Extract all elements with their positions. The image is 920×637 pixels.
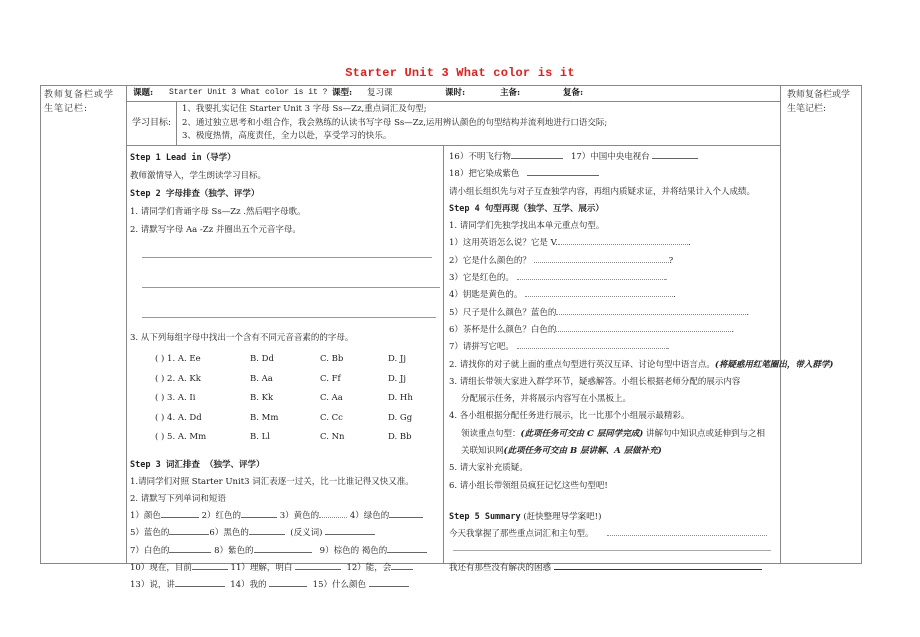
objectives-list xyxy=(182,103,607,144)
right-notes-column xyxy=(780,85,862,564)
writing-line xyxy=(453,550,771,551)
answer-blank[interactable] xyxy=(269,577,307,587)
vocab-row: 16）不明飞行物 17）中国中央电视台 xyxy=(449,149,775,166)
mc-question[interactable]: ( ) 3. A. Ii B. Kk C. Aa D. Hh xyxy=(155,393,413,403)
alphabet-writing-area[interactable] xyxy=(130,239,440,327)
answer-blank[interactable] xyxy=(325,525,375,535)
step3-title: Step 3 词汇排查 （独学、评学） xyxy=(130,459,265,470)
left-notes-column xyxy=(40,85,127,564)
step2-title: Step 2 字母排查（独学、评学） xyxy=(130,189,260,199)
reviewer-label: 复备: xyxy=(563,88,584,98)
lead-preparer-label: 主备: xyxy=(500,88,521,98)
answer-blank[interactable] xyxy=(295,560,341,570)
writing-line xyxy=(142,317,436,318)
step1-title: Step 1 Lead in（导学） xyxy=(130,153,236,163)
step4-item4-a: 领读重点句型：(此项任务可交由 C 层同学完成) 讲解句中知识点或延伸到与之相 xyxy=(461,428,765,439)
summary-q2: 我还有那些没有解决的困惑 xyxy=(449,560,775,577)
mc-question[interactable]: ( ) 5. A. Mm B. Ll C. Nn D. Bb xyxy=(155,432,412,442)
step2-item: 1. 请同学们背诵字母 Ss—Zz .然后唱字母歌。 xyxy=(130,207,306,217)
vocab-row: 10）现在，目前 11）理解，明白 12）能，会 xyxy=(130,560,440,577)
right-notes-label: 教师复备栏或学生笔记栏: xyxy=(787,90,851,114)
step4-title: Step 4 句型再现（独学、互学、展示） xyxy=(449,203,604,214)
answer-blank[interactable] xyxy=(558,235,688,245)
sentence-item: 2）它是什么颜色的？ ? xyxy=(449,253,775,270)
objective-item: 2、通过独立思考和小组合作，我会熟练的认读书写字母 Ss—Zz,运用辨认颜色的句型结构并流利地进行口语交际; xyxy=(182,117,608,128)
document-title: Starter Unit 3 What color is it xyxy=(345,66,575,80)
topic-label: 课题: xyxy=(133,88,154,98)
answer-blank[interactable] xyxy=(534,253,669,263)
step4-intro: 1. 请同学们先独学找出本单元重点句型。 xyxy=(449,221,605,232)
answer-blank[interactable] xyxy=(169,543,211,553)
objective-item: 1、我要扎实记住 Starter Unit 3 字母 Ss—Zz,重点词汇及句型; xyxy=(182,104,427,114)
multiple-choice-list xyxy=(130,350,440,448)
answer-blank[interactable] xyxy=(241,508,277,518)
answer-blank[interactable] xyxy=(319,508,347,518)
answer-blank[interactable] xyxy=(391,560,413,570)
answer-blank[interactable] xyxy=(169,525,209,535)
writing-line xyxy=(142,287,440,288)
step4-item3-cont: 分配展示任务，并将展示内容写在小黑板上。 xyxy=(461,394,632,405)
vocab-row: 13）说，讲 14）我的 15）什么颜色 xyxy=(130,577,440,594)
step4-item4: 4. 各小组根据分配任务进行展示，比一比那个小组展示最精彩。 xyxy=(449,411,690,422)
step4-item5: 5. 请大家补充质疑。 xyxy=(449,463,528,474)
answer-blank[interactable] xyxy=(652,149,698,159)
sentence-item: 3）它是红色的。 . xyxy=(449,270,775,287)
sentence-item: 5）尺子是什么颜色？蓝色的 . xyxy=(449,305,775,322)
objective-item: 3、极度热情，高度责任，全力以赴，享受学习的快乐。 xyxy=(182,131,392,141)
vocab-row: 7）白色的 8）紫色的 9）棕色的 褐色的 xyxy=(130,543,440,560)
answer-blank[interactable] xyxy=(556,305,746,315)
answer-blank[interactable] xyxy=(554,560,762,570)
sentence-item: 4）钥匙是黄色的。 . xyxy=(449,287,775,304)
objectives-label: 学习目标: xyxy=(127,102,177,145)
summary-line-area[interactable] xyxy=(449,544,775,560)
step3-item: 1.请同学们对照 Starter Unit3 词汇表逐一过关，比一比谁记得又快又准。 xyxy=(130,476,414,487)
type-value: 复习课 xyxy=(367,88,393,98)
writing-line xyxy=(142,257,432,258)
step2-q3: 3. 从下列每组字母中找出一个含有不同元音音素的的字母。 xyxy=(130,333,354,343)
answer-blank[interactable] xyxy=(387,543,427,553)
left-column xyxy=(127,146,444,591)
mc-question[interactable]: ( ) 4. A. Dd B. Mm C. Cc D. Gg xyxy=(155,412,413,423)
step4-item3: 3. 请组长带领大家进入群学环节，疑惑解答。小组长根据老师分配的展示内容 xyxy=(449,376,741,387)
check-instruction: 请小组长组织先与对子互查独学内容，再组内质疑求证，并将结果计入个人成绩。 xyxy=(449,186,756,197)
step4-item2: 2. 请找你的对子就上面的重点句型进行英汉互译、讨论句型中语言点。(将疑惑用红笔圈出，带入群学) xyxy=(449,359,834,370)
sentence-item: 7）请拼写它吧。 . xyxy=(449,339,775,356)
answer-blank[interactable] xyxy=(249,525,285,535)
summary-q1: 今天我掌握了那些重点词汇和主句型。 xyxy=(449,526,775,543)
vocab-row: 18）把它染成紫色 xyxy=(449,166,775,183)
answer-blank[interactable] xyxy=(175,577,225,587)
step4-item4-c: 关联知识网(此项任务可交由 B 层讲解、A 层做补充) xyxy=(461,446,662,457)
sentence-item: 6）茶杯是什么颜色？白色的 . xyxy=(449,322,775,339)
step2-item: 2. 请默写字母 Aa -Zz 并圈出五个元音字母。 xyxy=(130,225,301,235)
answer-blank[interactable] xyxy=(254,543,312,553)
step5-title: Step 5 Summary (赶快整理导学案吧!) xyxy=(449,511,602,522)
answer-blank[interactable] xyxy=(607,526,767,536)
sentence-item: 1）这用英语怎么说？它是 V. . xyxy=(449,235,775,252)
answer-blank[interactable] xyxy=(389,508,423,518)
step3-item: 2. 请默写下列单词和短语 xyxy=(130,493,226,504)
period-label: 课时: xyxy=(445,88,466,98)
vocab-row: 1）颜色 2）红色的 3）黄色的 4）绿色的 xyxy=(130,508,440,525)
step1-text: 教师激情导入，学生朗读学习目标。 xyxy=(130,171,267,181)
answer-blank[interactable] xyxy=(525,287,673,297)
answer-blank[interactable] xyxy=(192,560,228,570)
vocab-row: 5）蓝色的 6）黑色的 (反义词) xyxy=(130,525,440,542)
step4-item6: 6. 请小组长带领组员疯狂记忆这些句型吧! xyxy=(449,480,608,491)
mc-question[interactable]: ( ) 2. A. Kk B. Aa C. Ff D. Jj xyxy=(155,373,406,384)
answer-blank[interactable] xyxy=(556,322,731,332)
right-column xyxy=(444,146,834,573)
type-label: 课型: xyxy=(332,88,353,98)
objectives-row xyxy=(127,102,780,146)
answer-blank[interactable] xyxy=(511,149,563,159)
answer-blank[interactable] xyxy=(369,577,409,587)
topic-value: Starter Unit 3 What color is it ? xyxy=(169,88,328,97)
answer-blank[interactable] xyxy=(527,166,599,176)
answer-blank[interactable] xyxy=(161,508,199,518)
mc-question[interactable]: ( ) 1. A. Ee B. Dd C. Bb D. Jj xyxy=(155,354,406,364)
left-notes-label: 教师复备栏或学生笔记栏: xyxy=(44,90,115,114)
header-row xyxy=(127,85,780,102)
answer-blank[interactable] xyxy=(517,339,667,349)
answer-blank[interactable] xyxy=(517,270,665,280)
